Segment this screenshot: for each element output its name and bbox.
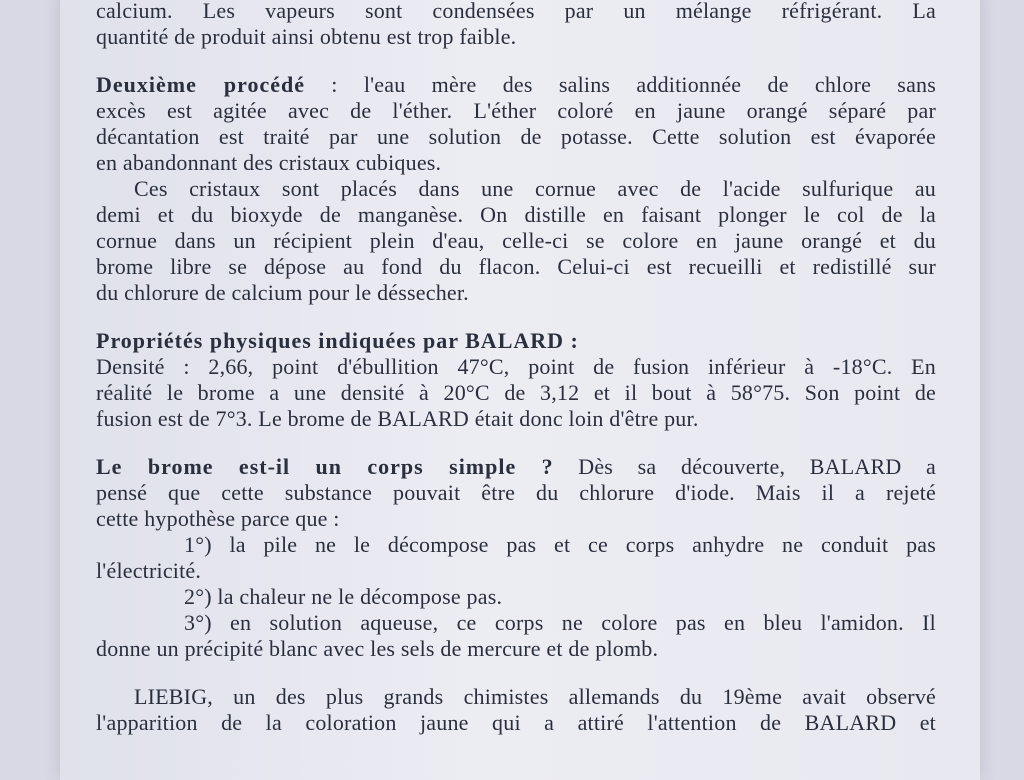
deuxieme-first-line: [96, 72, 936, 98]
corps-simple-heading: Le brome est-il un corps simple ?: [96, 454, 554, 479]
document-text: [96, 0, 936, 736]
corps-simple-line-3: cette hypothèse parce que :: [96, 506, 340, 531]
deuxieme-line-2: excès est agitée avec de l'éther. L'éther coloré en jaune orangé séparé par: [96, 98, 936, 123]
proprietes-line-1: Densité : 2,66, point d'ébullition 47°C, point de fusion inférieur à -18°C. En: [96, 354, 936, 379]
cristaux-line-5: du chlorure de calcium pour le déssecher.: [96, 280, 469, 305]
document-page: [60, 0, 980, 780]
proprietes-heading: Propriétés physiques indiquées par BALARD :: [96, 328, 579, 353]
list-item-3-line-2: donne un précipité blanc avec les sels de mercure et de plomb.: [96, 636, 659, 661]
deuxieme-heading: Deuxième procédé: [96, 72, 306, 97]
liebig-line-1: LIEBIG, un des plus grands chimistes allemands du 19ème avait observé: [134, 684, 936, 709]
list-item-1-line-2: l'électricité.: [96, 558, 202, 583]
corps-simple-line-2: pensé que cette substance pouvait être du chlorure d'iode. Mais il a rejeté: [96, 480, 936, 505]
deuxieme-line-3: décantation est traité par une solution de potasse. Cette solution est évaporée: [96, 124, 936, 149]
list-item-1-line-1: 1°) la pile ne le décompose pas et ce corps anhydre ne conduit pas: [184, 532, 936, 557]
cristaux-line-3: cornue dans un récipient plein d'eau, celle-ci se colore en jaune orangé et du: [96, 228, 936, 253]
liebig-line-2: l'apparition de la coloration jaune qui a attiré l'attention de BALARD et: [96, 710, 936, 735]
cristaux-line-1: Ces cristaux sont placés dans une cornue avec de l'acide sulfurique au: [134, 176, 936, 201]
list-item-2-line-1: 2°) la chaleur ne le décompose pas.: [184, 584, 503, 609]
proprietes-line-3: fusion est de 7°3. Le brome de BALARD était donc loin d'être pur.: [96, 406, 699, 431]
corps-simple-first-line: [96, 454, 936, 480]
proprietes-line-2: réalité le brome a une densité à 20°C de 3,12 et il bout à 58°75. Son point de: [96, 380, 936, 405]
corps-simple-first-line-rest: Dès sa découverte, BALARD a: [578, 454, 936, 479]
intro-line-1: calcium. Les vapeurs sont condensées par un mélange réfrigérant. La: [96, 0, 936, 23]
list-item-3-line-1: 3°) en solution aqueuse, ce corps ne colore pas en bleu l'amidon. Il: [184, 610, 936, 635]
deuxieme-line-4: en abandonnant des cristaux cubiques.: [96, 150, 442, 175]
cristaux-line-2: demi et du bioxyde de manganèse. On distille en faisant plonger le col de la: [96, 202, 936, 227]
deuxieme-first-line-rest: : l'eau mère des salins additionnée de chlore sans: [331, 72, 936, 97]
intro-line-2: quantité de produit ainsi obtenu est trop faible.: [96, 24, 517, 49]
cristaux-line-4: brome libre se dépose au fond du flacon. Celui-ci est recueilli et redistillé sur: [96, 254, 936, 279]
